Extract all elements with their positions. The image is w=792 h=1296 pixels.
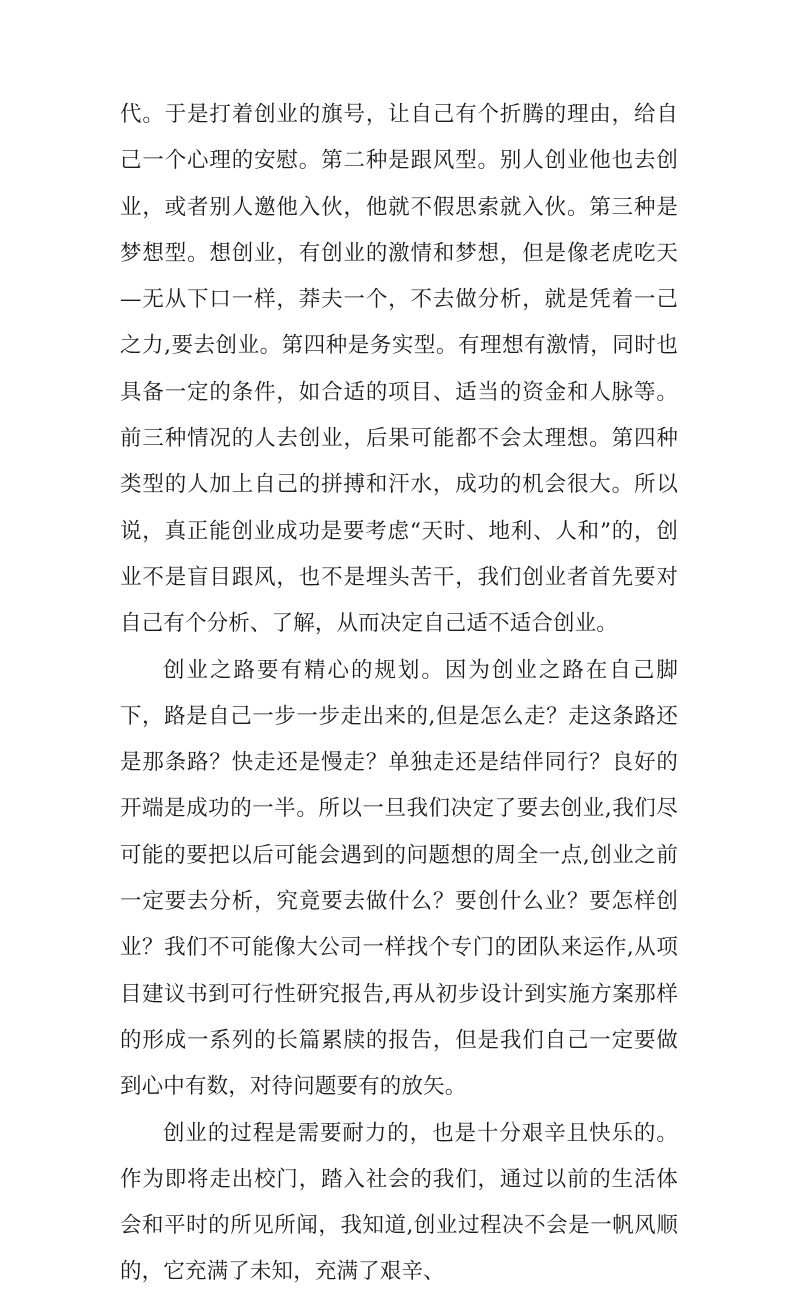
document-text-body — [120, 92, 678, 1296]
paragraph-1: 代。于是打着创业的旗号，让自己有个折腾的理由，给自己一个心理的安慰。第二种是跟风型。别人创业他也去创业，或者别人邀他入伙，他就不假思索就入伙。第三种是梦想型。想创业，有创业的激情和梦想，但是像老虎吃天—无从下口一样，莽夫一个，不去做分析，就是凭着一己之力,要去创业。第四种是务实型。有理想有激情，同时也具备一定的条件，如合适的项目、适当的资金和人脉等。前三种情况的人去创业，后果可能都不会太理想。第四种类型的人加上自己的拼搏和汗水，成功的机会很大。所以说，真正能创业成功是要考虑“天时、地利、人和”的，创业不是盲目跟风，也不是埋头苦干，我们创业者首先要对自己有个分析、了解，从而决定自己适不适合创业。 — [120, 102, 678, 637]
paragraph-2: 创业之路要有精心的规划。因为创业之路在自己脚下，路是自己一步一步走出来的,但是怎么走？走这条路还是那条路？快走还是慢走？单独走还是结伴同行？良好的开端是成功的一半。所以一旦我们决定了要去创业,我们尽可能的要把以后可能会遇到的问题想的周全一点,创业之前一定要去分析，究竟要去做什么？要创什么业？要怎样创业？我们不可能像大公司一样找个专门的团队来运作,从项目建议书到可行性研究报告,再从初步设计到实施方案那样的形成一系列的长篇累牍的报告，但是我们自己一定要做到心中有数，对待问题要有的放矢。 — [120, 657, 678, 1100]
paragraph-3: 创业的过程是需要耐力的，也是十分艰辛且快乐的。作为即将走出校门，踏入社会的我们，通过以前的生活体会和平时的所见所闻，我知道,创业过程决不会是一帆风顺的，它充满了未知，充满了艰辛、 — [120, 1120, 678, 1285]
